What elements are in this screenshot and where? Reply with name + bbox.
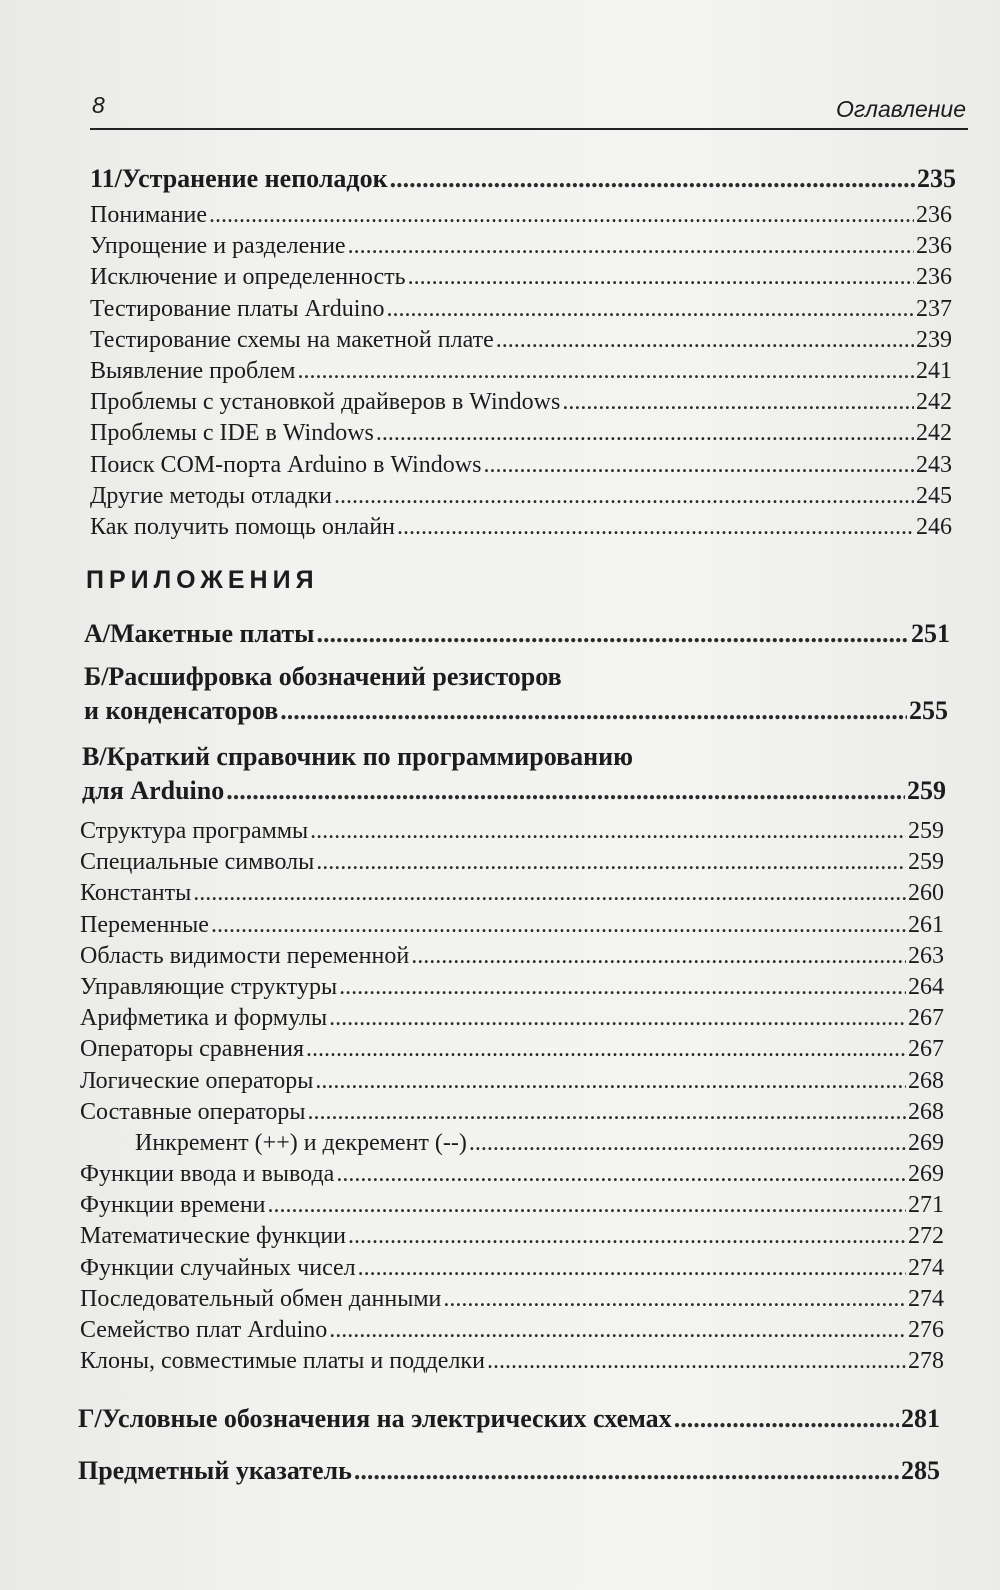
toc-entry-page: 251 — [911, 619, 950, 648]
toc-entry-title: Предметный указатель — [78, 1456, 352, 1485]
dot-leader — [211, 910, 906, 941]
toc-entry — [80, 941, 944, 972]
toc-entry — [80, 847, 944, 878]
toc-entry — [80, 972, 944, 1003]
toc-entry-page: 236 — [916, 202, 952, 228]
dot-leader — [226, 774, 905, 808]
toc-entry-page: 239 — [916, 326, 952, 353]
toc-entry-title: 11/Устранение неполадок — [90, 164, 388, 193]
toc-entry-title: Область видимости переменной — [80, 942, 410, 969]
toc-chapter-entry — [84, 615, 950, 653]
toc-entry — [90, 325, 952, 356]
toc-entry — [80, 1003, 944, 1034]
toc-entry-page: 268 — [908, 1098, 944, 1125]
appendix-v-entries — [80, 816, 944, 1377]
dot-leader — [306, 1034, 906, 1065]
toc-entry-title: Упрощение и разделение — [90, 233, 346, 260]
toc-entry-title: Исключение и определенность — [90, 264, 406, 291]
dot-leader — [348, 231, 914, 262]
toc-entry-title: Проблемы с установкой драйверов в Windows — [90, 389, 561, 416]
toc-entry-title: Структура программы — [80, 818, 309, 844]
toc-entry — [80, 1284, 944, 1315]
dot-leader — [316, 615, 909, 653]
toc-entry — [90, 356, 952, 387]
toc-entry-page: 241 — [916, 357, 952, 384]
dot-leader — [339, 972, 906, 1003]
running-title: Оглавление — [836, 96, 966, 122]
dot-leader — [408, 262, 914, 293]
toc-entry-title: Инкремент (++) и декремент (--) — [135, 1129, 467, 1156]
toc-entry-page: 245 — [916, 482, 952, 509]
index-section — [78, 1452, 940, 1490]
toc-entry — [90, 231, 952, 262]
toc-chapter-entry — [82, 774, 946, 808]
toc-entry-title-line1: В/Краткий справочник по программированию — [82, 742, 633, 771]
dot-leader — [329, 1315, 906, 1346]
toc-chapter-entry — [84, 694, 948, 728]
toc-entry — [90, 200, 952, 231]
toc-entry-title: Переменные — [80, 911, 209, 938]
toc-entry-page: 242 — [916, 389, 952, 416]
toc-entry — [80, 910, 944, 941]
toc-entry-page: 269 — [908, 1129, 944, 1156]
toc-entry — [80, 1066, 944, 1097]
dot-leader — [562, 387, 914, 418]
toc-entry — [80, 1097, 944, 1128]
toc-entry-title: Г/Условные обозначения на электрических схемах — [78, 1404, 672, 1433]
toc-entry-title: Другие методы отладки — [90, 482, 332, 509]
dot-leader — [483, 450, 914, 481]
toc-entry — [80, 1159, 944, 1190]
appendix-b-section — [84, 660, 948, 728]
toc-entry-page: 236 — [916, 233, 952, 260]
toc-entry-title: Арифметика и формулы — [80, 1005, 328, 1032]
toc-entry — [80, 1346, 944, 1377]
toc-entry-page: 276 — [908, 1317, 944, 1343]
toc-entry-title: Управляющие структуры — [80, 973, 338, 1000]
toc-entry-title: Понимание — [90, 202, 208, 228]
toc-entry-page: 281 — [901, 1404, 940, 1433]
toc-entry-page: 259 — [908, 849, 944, 876]
appendix-v-section — [82, 740, 946, 808]
dot-leader — [307, 1097, 906, 1128]
toc-entry-page: 259 — [907, 776, 946, 805]
toc-entry-title-line2: для Arduino — [82, 776, 225, 805]
toc-entry-title: Функции ввода и вывода — [80, 1161, 335, 1188]
toc-entry-title-line2: и конденсаторов — [84, 696, 279, 725]
toc-entry-title: Как получить помощь онлайн — [90, 513, 396, 540]
toc-chapter-entry — [78, 1400, 940, 1438]
dot-leader — [411, 941, 906, 972]
dot-leader — [469, 1128, 906, 1159]
toc-entry-title: Тестирование схемы на макетной плате — [90, 326, 494, 353]
toc-entry-title: Тестирование платы Arduino — [90, 295, 385, 322]
toc-entry — [90, 387, 952, 418]
dot-leader — [487, 1346, 906, 1377]
toc-entry-title: А/Макетные платы — [84, 619, 315, 648]
toc-entry-page: 268 — [908, 1067, 944, 1094]
page-header — [90, 92, 968, 130]
dot-leader — [390, 160, 915, 198]
toc-entry — [90, 512, 952, 543]
appendices-heading: ПРИЛОЖЕНИЯ — [86, 566, 319, 594]
toc-entry — [80, 1190, 944, 1221]
toc-entry-title: Составные операторы — [80, 1098, 306, 1125]
toc-entry-title: Математические функции — [80, 1223, 347, 1250]
toc-entry-page: 255 — [909, 696, 948, 725]
dot-leader — [496, 325, 914, 356]
toc-entry-title: Клоны, совместимые платы и подделки — [80, 1348, 485, 1375]
dot-leader — [310, 816, 906, 847]
toc-entry-page: 269 — [908, 1161, 944, 1188]
dot-leader — [268, 1190, 906, 1221]
toc-entry-page: 236 — [916, 264, 952, 291]
toc-entry — [80, 1034, 944, 1065]
toc-entry — [80, 816, 944, 847]
dot-leader — [358, 1253, 906, 1284]
dot-leader — [316, 847, 906, 878]
toc-entry-title: Операторы сравнения — [80, 1036, 305, 1063]
dot-leader — [348, 1221, 906, 1252]
appendix-g-section — [78, 1400, 940, 1438]
toc-entry-page: 261 — [908, 911, 944, 938]
toc-entry — [90, 262, 952, 293]
dot-leader — [209, 200, 914, 231]
appendix-a-section — [84, 615, 950, 653]
toc-entry-page: 274 — [908, 1254, 944, 1281]
toc-entry — [80, 1315, 944, 1346]
toc-entry-page: 271 — [908, 1192, 944, 1219]
toc-entry-page: 243 — [916, 451, 952, 478]
toc-entry — [80, 878, 944, 909]
toc-entry-page: 285 — [901, 1456, 940, 1485]
toc-entry — [80, 1128, 944, 1159]
toc-entry-title: Специальные символы — [80, 849, 315, 876]
toc-entry — [90, 294, 952, 325]
dot-leader — [376, 418, 914, 449]
dot-leader — [334, 481, 914, 512]
toc-entry-page: 259 — [908, 818, 944, 844]
toc-entry-title: Функции случайных чисел — [80, 1254, 356, 1281]
dot-leader — [315, 1066, 906, 1097]
toc-entry-page: 264 — [908, 973, 944, 1000]
dot-leader — [336, 1159, 906, 1190]
toc-entry-page: 242 — [916, 420, 952, 447]
toc-entry-title: Последовательный обмен данными — [80, 1285, 442, 1312]
toc-entry-page: 235 — [917, 164, 956, 193]
toc-entry-page: 260 — [908, 880, 944, 907]
toc-entry — [90, 418, 952, 449]
toc-entry-title: Функции времени — [80, 1192, 266, 1219]
toc-entry-title-line1: Б/Расшифровка обозначений резисторов — [84, 662, 562, 691]
dot-leader — [297, 356, 914, 387]
toc-entry-title: Проблемы с IDE в Windows — [90, 420, 374, 447]
toc-entry-page: 267 — [908, 1036, 944, 1063]
toc-entry-page: 274 — [908, 1285, 944, 1312]
toc-entry-title: Поиск COM-порта Arduino в Windows — [90, 451, 482, 478]
toc-entry-title: Выявление проблем — [90, 357, 296, 384]
toc-entry — [80, 1221, 944, 1252]
dot-leader — [354, 1452, 899, 1490]
toc-entry-title: Константы — [80, 880, 192, 907]
toc-entry-page: 237 — [916, 295, 952, 322]
toc-entry — [80, 1253, 944, 1284]
toc-entry-page: 267 — [908, 1005, 944, 1032]
dot-leader — [386, 294, 914, 325]
toc-entry — [90, 481, 952, 512]
dot-leader — [280, 694, 907, 728]
dot-leader — [397, 512, 914, 543]
toc-entry — [90, 450, 952, 481]
dot-leader — [329, 1003, 906, 1034]
toc-entry-title: Логические операторы — [80, 1067, 314, 1094]
toc-entry-title: Семейство плат Arduino — [80, 1317, 328, 1343]
dot-leader — [443, 1284, 906, 1315]
toc-entry-page: 246 — [916, 513, 952, 540]
toc-chapter-entry — [78, 1452, 940, 1490]
dot-leader — [674, 1400, 899, 1438]
toc-entry-page: 263 — [908, 942, 944, 969]
toc-entry-page: 278 — [908, 1348, 944, 1375]
toc-entry-page: 272 — [908, 1223, 944, 1250]
dot-leader — [193, 878, 906, 909]
toc-chapter-entry — [90, 160, 956, 198]
chapter-11-section — [90, 160, 956, 543]
page-number: 8 — [92, 92, 105, 118]
